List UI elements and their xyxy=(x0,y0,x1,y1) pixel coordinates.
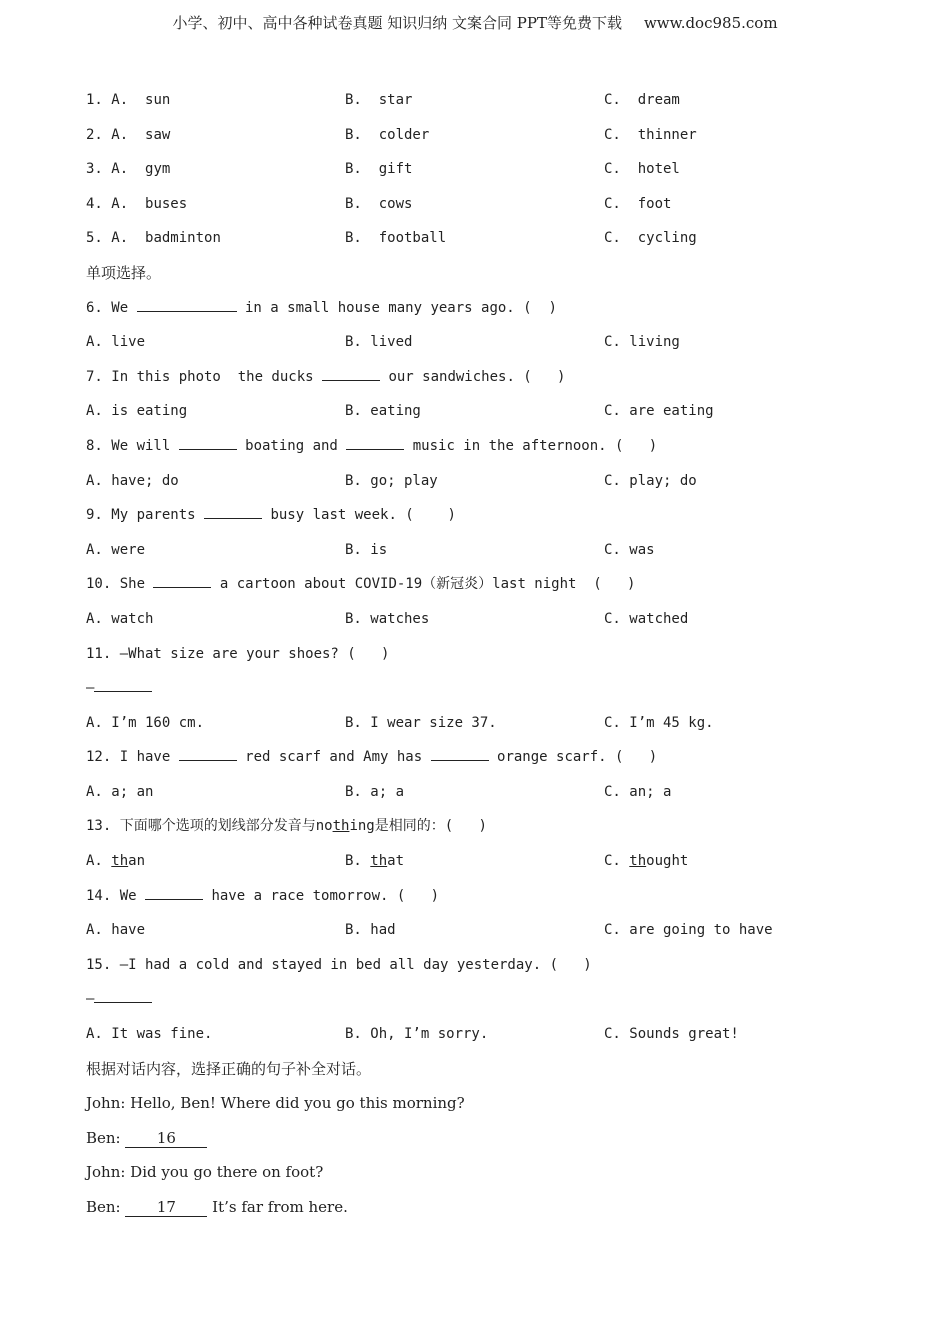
question-row xyxy=(86,152,906,187)
option-a: A. have; do xyxy=(86,472,179,489)
option-a: A. have xyxy=(86,922,146,939)
answer-blank xyxy=(145,883,203,900)
answer-blank xyxy=(94,986,152,1003)
option-c: C. thinner xyxy=(604,126,697,143)
dialog-line: Ben: 17 It’s far from here. xyxy=(86,1198,348,1216)
option-c: C. thought xyxy=(604,853,689,870)
answer-blank xyxy=(346,433,404,450)
question-stem: 9. My parents busy last week. ( ) xyxy=(86,498,906,533)
question-stem: 12. I have red scarf and Amy has orange scarf. ( ) xyxy=(86,740,906,775)
question-number: 1. xyxy=(86,92,103,108)
option-b: B. had xyxy=(345,922,396,939)
response-line: — xyxy=(86,982,906,1017)
question-stem: 13. 下面哪个选项的划线部分发音与nothing是相同的：( ) xyxy=(86,818,487,835)
options-row xyxy=(86,464,906,499)
question-stem: 6. We in a small house many years ago. ( ) xyxy=(86,291,906,326)
option-b: B. gift xyxy=(345,161,413,178)
option-b: B. Oh, I’m sorry. xyxy=(345,1026,489,1043)
option-c: C. an; a xyxy=(604,783,672,800)
option-a: A. a; an xyxy=(86,783,154,800)
question-stem: 14. We have a race tomorrow. ( ) xyxy=(86,879,906,914)
answer-blank xyxy=(179,744,237,761)
option-a: A. sun xyxy=(111,92,171,108)
option-b: B. eating xyxy=(345,403,421,420)
option-a: A. is eating xyxy=(86,403,188,420)
option-b: B. cows xyxy=(345,195,413,212)
options-row xyxy=(86,706,906,741)
question-number: 3. xyxy=(86,161,103,178)
question-stem: 15. —I had a cold and stayed in bed all day yesterday. ( ) xyxy=(86,956,592,973)
option-c: C. play; do xyxy=(604,472,697,489)
question-row xyxy=(86,118,906,153)
option-a: A. buses xyxy=(111,195,188,212)
answer-blank xyxy=(153,571,211,588)
option-c: C. cycling xyxy=(604,230,697,247)
dialog-line: John: Hello, Ben! Where did you go this morning? xyxy=(86,1094,465,1113)
header-url[interactable]: www.doc985.com xyxy=(643,14,778,32)
question-number: 4. xyxy=(86,195,103,212)
option-c: C. I’m 45 kg. xyxy=(604,714,714,731)
option-a: A. were xyxy=(86,541,146,558)
section-heading-dialog: 根据对话内容，选择正确的句子补全对话。 xyxy=(86,1059,372,1078)
option-a: A. live xyxy=(86,334,146,351)
option-b: B. that xyxy=(345,853,405,870)
option-c: C. hotel xyxy=(604,161,680,178)
options-row xyxy=(86,533,906,568)
options-row xyxy=(86,913,906,948)
option-c: C. are eating xyxy=(604,403,714,420)
options-row xyxy=(86,602,906,637)
option-b: B. star xyxy=(345,92,413,108)
option-a: A. gym xyxy=(111,161,171,178)
header-title: 小学、初中、高中各种试卷真题 知识归纳 文案合同 PPT等免费下载 xyxy=(172,14,622,32)
answer-blank xyxy=(137,295,237,312)
option-c: C. dream xyxy=(604,92,680,108)
option-c: C. was xyxy=(604,541,655,558)
options-row xyxy=(86,325,906,360)
options-row xyxy=(86,394,906,429)
answer-blank xyxy=(204,502,262,519)
option-c: C. foot xyxy=(604,195,672,212)
answer-blank-17: 17 xyxy=(125,1198,207,1217)
answer-blank xyxy=(431,744,489,761)
option-b: B. lived xyxy=(345,334,413,351)
question-stem: 8. We will boating and music in the afternoon. ( ) xyxy=(86,429,906,464)
option-c: C. watched xyxy=(604,610,689,627)
dialog-line: John: Did you go there on foot? xyxy=(86,1163,324,1182)
response-line: — xyxy=(86,671,906,706)
option-b: B. I wear size 37. xyxy=(345,714,497,731)
dialog-line: Ben: 16 xyxy=(86,1121,906,1156)
option-b: B. colder xyxy=(345,126,430,143)
question-row xyxy=(86,221,906,256)
option-a: A. watch xyxy=(86,610,154,627)
option-a: A. It was fine. xyxy=(86,1026,213,1043)
question-number: 2. xyxy=(86,126,103,143)
question-stem: 7. In this photo the ducks our sandwiches. ( ) xyxy=(86,360,906,395)
option-b: B. go; play xyxy=(345,472,438,489)
answer-blank xyxy=(179,433,237,450)
option-c: C. living xyxy=(604,334,680,351)
question-row xyxy=(86,83,906,118)
option-a: A. badminton xyxy=(111,230,221,247)
question-stem: 10. She a cartoon about COVID-19（新冠炎）last night ( ) xyxy=(86,567,906,602)
option-a: A. saw xyxy=(111,126,171,143)
option-b: B. is xyxy=(345,541,388,558)
option-b: B. football xyxy=(345,230,447,247)
option-a: A. than xyxy=(86,853,146,870)
answer-blank xyxy=(94,675,152,692)
options-row xyxy=(86,844,906,879)
question-stem: 11. —What size are your shoes? ( ) xyxy=(86,645,390,662)
answer-blank xyxy=(322,364,380,381)
page-header xyxy=(0,12,950,33)
answer-blank-16: 16 xyxy=(125,1129,207,1148)
option-a: A. I’m 160 cm. xyxy=(86,714,205,731)
section-heading-single-choice: 单项选择。 xyxy=(86,263,162,282)
question-number: 5. xyxy=(86,230,103,247)
question-row xyxy=(86,187,906,222)
options-row xyxy=(86,1017,906,1052)
option-c: C. are going to have xyxy=(604,922,773,939)
option-c: C. Sounds great! xyxy=(604,1026,739,1043)
worksheet xyxy=(86,83,906,1225)
option-b: B. a; a xyxy=(345,783,405,800)
option-b: B. watches xyxy=(345,610,430,627)
options-row xyxy=(86,775,906,810)
